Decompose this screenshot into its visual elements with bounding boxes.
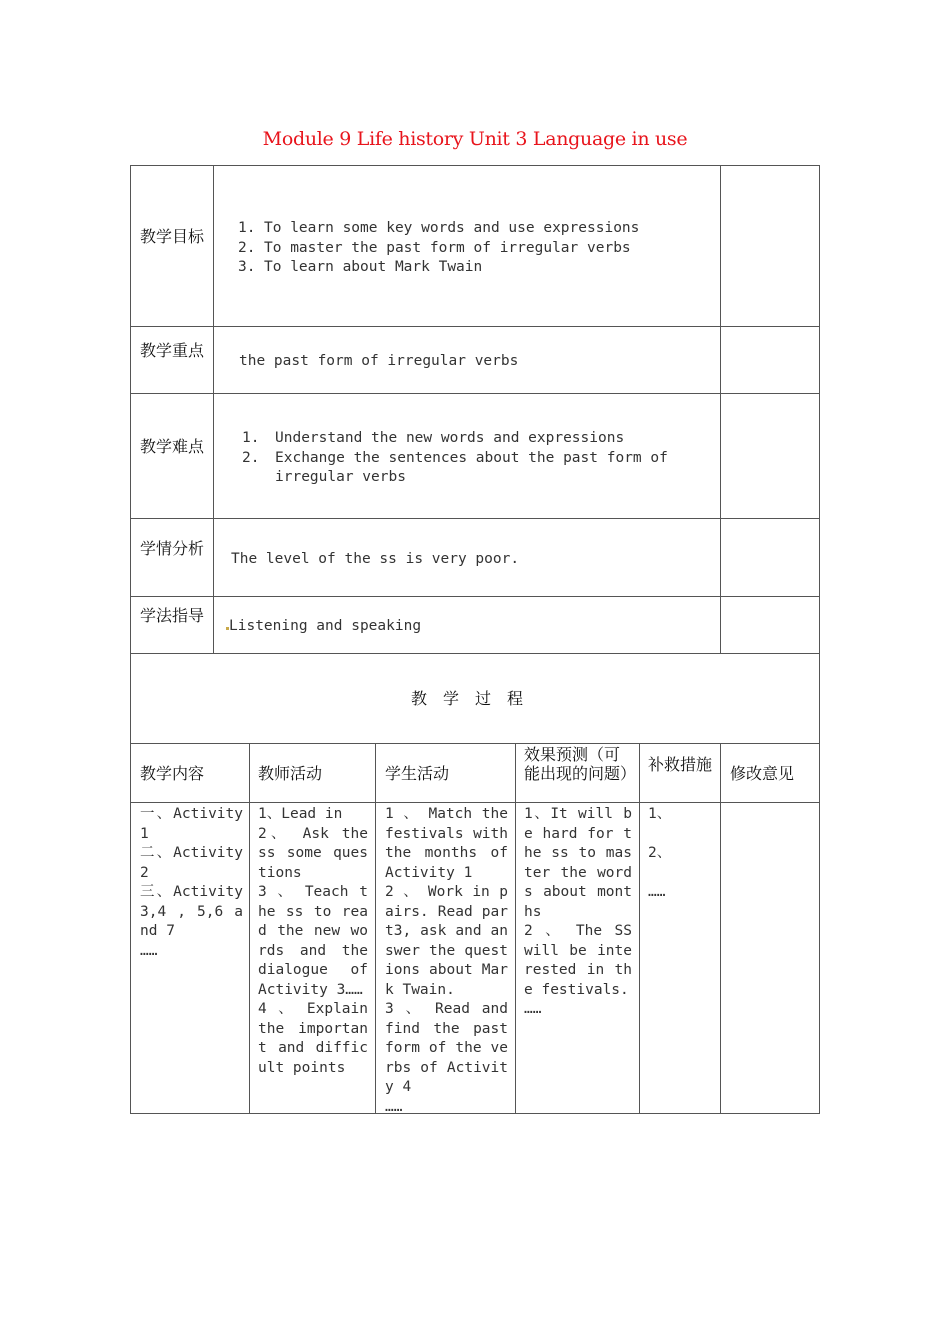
learning-guidance-content [226,617,706,637]
student-analysis-content: The level of the ss is very poor. [231,551,520,567]
list-item: 一、Activity 1 [140,806,243,842]
col-divider [249,743,250,1114]
item-text: To master the past form of irregular verbs [264,239,631,256]
teacher-activity-cell [258,805,368,1078]
row-label-teaching-difficulty: 教学难点 [140,437,205,456]
list-item: 2、 [648,845,672,861]
col-divider [720,165,721,654]
col-header-student-activity: 学生活动 [385,764,450,783]
remedy-cell [648,805,714,903]
col-header-revision: 修改意见 [730,764,795,783]
learning-guidance-text: Listening and speaking [229,618,422,634]
col-divider [375,743,376,1114]
list-item: …… [524,1001,542,1017]
list-item: 三、Activity 3,4 , 5,6 and 7 [140,884,243,939]
col-divider [515,743,516,1114]
list-item: 2 、 The SS will be interested in the festivals. [524,923,632,998]
row-divider [130,743,820,744]
item-text: Understand the new words and expressions [275,430,625,446]
col-divider [639,743,640,1114]
teaching-focus-content: the past form of irregular verbs [239,353,519,369]
list-item [242,429,712,449]
row-divider [130,653,820,654]
col-header-remedy: 补救措施 [648,755,713,774]
process-heading-text: 教学过程 [410,689,539,708]
teaching-objectives-content [238,219,708,278]
row-divider [130,326,820,327]
list-item: 二、Activity 2 [140,845,243,881]
list-item [242,449,712,488]
col-header-teacher-activity: 教师活动 [258,764,323,783]
list-item: 1、 [648,806,672,822]
list-item: 1、Lead in [258,806,343,822]
list-item: …… [385,1098,403,1115]
col-divider [213,165,214,654]
row-divider [130,393,820,394]
item-number: 2. [238,239,256,256]
row-label-teaching-objectives: 教学目标 [140,227,205,246]
row-label-learning-guidance: 学法指导 [140,606,205,625]
list-item [238,258,708,278]
row-label-teaching-focus: 教学重点 [140,341,205,360]
list-item: 2、 Ask the ss some questions [258,825,368,881]
item-text: To learn about Mark Twain [264,259,483,275]
process-heading [131,689,819,711]
list-item: 3 、 Teach the ss to read the new words and the dialogue of Activity 3…… [258,884,368,998]
table-border [819,165,820,1114]
list-item [238,239,708,259]
item-number: 3. [238,259,256,275]
student-activity-cell [385,805,508,1117]
effect-prediction-cell [524,805,632,1020]
col-divider [720,743,721,1114]
list-item: 3 、 Read and find the past form of the verbs of Activity 4 [385,1001,508,1095]
item-number: 2. [242,449,260,466]
table-border [130,165,131,1114]
item-text: To learn some key words and use expressions [264,220,640,236]
row-divider [130,802,820,803]
teaching-content-cell [140,805,243,961]
row-label-student-analysis: 学情分析 [140,539,205,558]
row-divider [130,596,820,597]
list-item: …… [140,942,158,959]
list-item: 2 、 Work in pairs. Read part3, ask and answer the questions about Mark Twain. [385,884,508,998]
list-item: 1、It will be hard for the ss to master the words about months [524,806,632,920]
item-number: 1. [238,220,256,236]
list-item: 4 、 Explain the important and difficult points [258,1001,368,1076]
item-number: 1. [242,430,260,446]
col-header-effect-prediction: 效果预测（可能出现的问题） [524,745,637,783]
list-item: …… [648,884,666,900]
list-item [238,219,708,239]
teaching-difficulty-content [242,429,712,488]
list-item: 1 、 Match the festivals with the months of Activity 1 [385,806,508,881]
row-divider [130,518,820,519]
item-text: Exchange the sentences about the past form of irregular verbs [275,449,668,485]
col-header-teaching-content: 教学内容 [140,764,205,783]
document-title: Module 9 Life history Unit 3 Language in use [262,128,688,150]
table-border [130,165,820,166]
